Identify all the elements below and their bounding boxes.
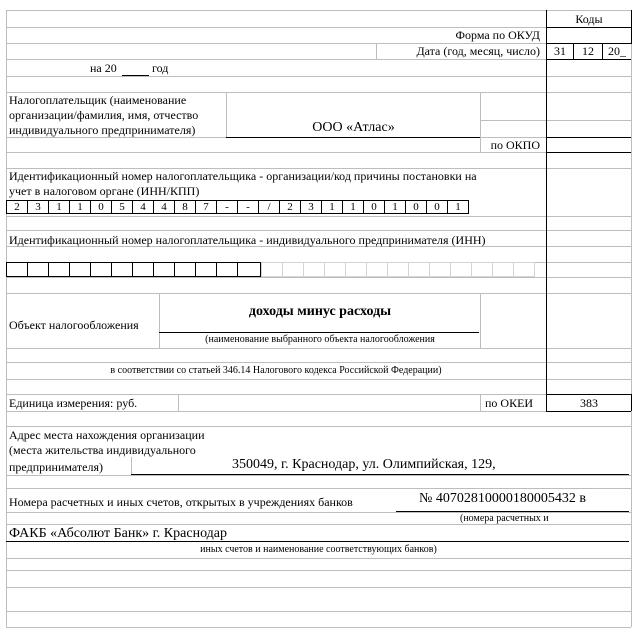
inn-ip-label: Идентификационный номер налогоплательщика - индивидуального предпринимателя (ИНН) (9, 233, 486, 247)
grid-line (6, 216, 631, 217)
accounts-value: № 40702810000180005432 в (419, 491, 586, 506)
inn-kpp-label-line2: учет в налоговом органе (ИНН/КПП) (9, 184, 200, 198)
grid-line (6, 570, 631, 571)
inn-kpp-cell: - (216, 200, 238, 214)
codes-column-border (546, 27, 631, 28)
inn-kpp-cell: 5 (111, 200, 133, 214)
inn-kpp-cell: 1 (447, 200, 469, 214)
inn-kpp-cell: 1 (321, 200, 343, 214)
period-prefix: на 20 (90, 61, 117, 75)
inn-kpp-cell: 3 (300, 200, 322, 214)
inn-ip-cell (282, 262, 304, 277)
grid-line (178, 394, 179, 411)
inn-kpp-cell: 0 (363, 200, 385, 214)
taxpayer-label-line2: организации/фамилия, имя, отчество (9, 108, 199, 122)
underline (159, 332, 479, 333)
grid-line (6, 152, 631, 153)
underline (131, 474, 629, 475)
okei-label: по ОКЕИ (485, 396, 534, 410)
grid-line (480, 293, 481, 348)
taxpayer-label-line3: индивидуального предпринимателя) (9, 123, 196, 137)
inn-kpp-cell: 4 (132, 200, 154, 214)
inn-ip-cell (366, 262, 388, 277)
underline (396, 511, 629, 512)
grid-line (6, 10, 631, 11)
inn-ip-cell (69, 262, 91, 277)
grid-line (6, 394, 631, 395)
inn-kpp-cell: 1 (69, 200, 91, 214)
grid-line (631, 10, 632, 627)
inn-ip-cell (387, 262, 409, 277)
tax-object-value: доходы минус расходы (248, 304, 392, 319)
grid-line (480, 394, 481, 411)
inn-kpp-cell: 0 (426, 200, 448, 214)
inn-ip-cell (471, 262, 493, 277)
inn-ip-cell (6, 262, 28, 277)
inn-ip-cell (132, 262, 154, 277)
grid-line (6, 411, 631, 412)
date-year-cell: 20_ (608, 44, 626, 58)
inn-ip-cell (174, 262, 196, 277)
codes-column-border (546, 411, 631, 412)
okpo-label: по ОКПО (490, 138, 540, 152)
grid-line (480, 120, 631, 121)
inn-ip-cell (27, 262, 49, 277)
codes-column-border (546, 59, 631, 60)
period-suffix: год (152, 61, 169, 75)
inn-kpp-label-line1: Идентификационный номер налогоплательщика - организации/код причины постановки на (9, 169, 477, 183)
inn-ip-cell (111, 262, 133, 277)
inn-ip-cell (303, 262, 325, 277)
grid-line (6, 59, 631, 60)
inn-kpp-cell: 2 (279, 200, 301, 214)
address-label-line3: предпринимателя) (9, 460, 103, 474)
grid-line (6, 587, 631, 588)
grid-line (6, 426, 631, 427)
grid-line (6, 76, 631, 77)
grid-line (131, 457, 132, 475)
okud-label: Форма по ОКУД (455, 28, 540, 42)
inn-ip-cell (429, 262, 451, 277)
inn-ip-cell (450, 262, 472, 277)
grid-line (6, 362, 631, 363)
inn-kpp-cell: 7 (195, 200, 217, 214)
inn-kpp-cell: 0 (90, 200, 112, 214)
codes-column-border (546, 10, 547, 411)
grid-line (6, 348, 631, 349)
inn-kpp-cell: / (258, 200, 280, 214)
inn-kpp-cell: 1 (384, 200, 406, 214)
codes-header: Коды (575, 12, 603, 26)
inn-kpp-cell: 8 (174, 200, 196, 214)
address-label-line2: (места жительства индивидуального (9, 443, 196, 457)
grid-line (6, 627, 631, 628)
inn-ip-cell (195, 262, 217, 277)
inn-ip-cell (408, 262, 430, 277)
inn-kpp-cell: 1 (48, 200, 70, 214)
inn-ip-cell (216, 262, 238, 277)
codes-column-border (546, 137, 631, 138)
accounts-caption-1: (номера расчетных и (460, 513, 549, 524)
underline (122, 75, 149, 76)
underline (226, 137, 480, 138)
inn-ip-cell (237, 262, 261, 277)
okei-value: 383 (580, 396, 598, 410)
inn-kpp-cell: 3 (27, 200, 49, 214)
grid-line (6, 277, 631, 278)
inn-ip-cell (513, 262, 535, 277)
inn-ip-cell (261, 262, 283, 277)
inn-ip-cell (153, 262, 175, 277)
codes-column-border (546, 152, 631, 153)
codes-column-border (631, 10, 632, 44)
date-month-cell: 12 (582, 44, 594, 58)
inn-kpp-cell: 0 (405, 200, 427, 214)
taxpayer-label-line1: Налогоплательщик (наименование (9, 93, 187, 107)
inn-ip-cell (90, 262, 112, 277)
unit-label: Единица измерения: руб. (9, 396, 138, 410)
grid-line (6, 10, 7, 627)
inn-ip-cell (345, 262, 367, 277)
address-label-line1: Адрес места нахождения организации (9, 428, 205, 442)
taxpayer-name: ООО «Атлас» (312, 120, 395, 135)
codes-column-border (546, 394, 631, 395)
accounts-caption-2: иных счетов и наименование соответствующих банков) (200, 544, 437, 555)
codes-column-border (631, 394, 632, 411)
bank-name: ФАКБ «Абсолют Банк» г. Краснодар (9, 526, 227, 541)
inn-kpp-cell: - (237, 200, 259, 214)
accounts-label: Номера расчетных и иных счетов, открытых в учреждениях банков (9, 495, 353, 509)
inn-kpp-cell: 2 (6, 200, 28, 214)
grid-line (6, 475, 631, 476)
tax-object-basis: в соответствии со статьей 346.14 Налогового кодекса Российской Федерации) (110, 365, 442, 376)
grid-line (6, 293, 631, 294)
address-value: 350049, г. Краснодар, ул. Олимпийская, 129, (232, 457, 496, 472)
grid-line (6, 488, 631, 489)
grid-line (6, 611, 631, 612)
date-day-cell: 31 (554, 44, 566, 58)
inn-kpp-cell: 4 (153, 200, 175, 214)
inn-kpp-cell: 1 (342, 200, 364, 214)
grid-line (6, 230, 631, 231)
date-label: Дата (год, месяц, число) (416, 44, 540, 58)
inn-ip-cell (324, 262, 346, 277)
tax-object-label: Объект налогообложения (9, 318, 139, 332)
inn-ip-cell (48, 262, 70, 277)
grid-line (6, 558, 631, 559)
tax-object-caption: (наименование выбранного объекта налогообложения (205, 334, 435, 345)
inn-ip-cell (492, 262, 514, 277)
grid-line (6, 379, 631, 380)
